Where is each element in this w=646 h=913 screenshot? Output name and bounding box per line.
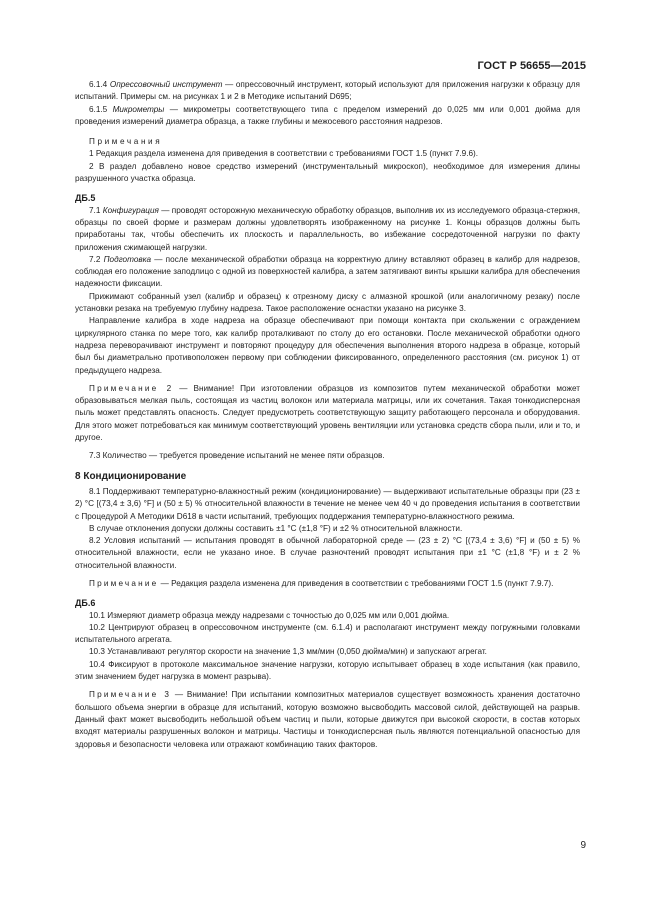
paragraph-7-2-b: Прижимают собранный узел (калибр и образец) к отрезному диску с алмазной крошкой (или аналогичному резаку) после установки резака на требуемую глубину надреза. Такое расположение оснастки указано на рисунке 3.: [75, 291, 580, 314]
paragraph-6-1-4: [75, 79, 580, 104]
clause-text: — микрометры соответствующего типа с пределом измерений до 0,025 мм или 0,001 дюйма для проведения измерений диаметра образца, а также глубины и межосевого расстояния надрезов.: [75, 104, 581, 126]
term: Опрессовочный инструмент: [109, 80, 223, 89]
section-db5: ДБ.5: [75, 193, 96, 204]
paragraph-10-1: 10.1 Измеряют диаметр образца между надрезами с точностью до 0,025 мм или 0,001 дюйма.: [89, 610, 450, 620]
term: Конфигурация: [102, 205, 159, 215]
section-db6: ДБ.6: [75, 598, 96, 609]
page-number: 9: [580, 840, 586, 851]
note-label: Примечание 3: [89, 690, 172, 700]
paragraph-7-1: [75, 205, 580, 254]
paragraph-6-1-5: [75, 104, 580, 129]
clause-text: — проводят осторожную механическую обработку образцов, выполнив их из исследуемого образца-стержня, образцы по своей форме и размерам должны удовлетворять изображенному на рисунке 1. Концы образцов должны быть приработаны так, чтобы обеспечить их плоскость и параллельность, во избежание сосредоточенной нагрузки по факту приложения сжимающей нагрузки.: [75, 205, 580, 252]
term: Подготовка: [103, 254, 152, 264]
note-3-block: [75, 689, 580, 750]
section-8-heading: 8 Кондиционирование: [75, 470, 187, 482]
paragraph-7-3: 7.3 Количество — требуется проведение испытаний не менее пяти образцов.: [89, 451, 385, 461]
paragraph-7-2-c: Направление калибра в ходе надреза на образце обеспечивают при помощи контакта при скольжении с ограждением циркулярного станка по мере того, как калибр проталкивают по столу до его остановки. После механической обработки одного надреза переворачивают инструмент и повторяют процедуру для обеспечения выполнения второго надреза в образце, который был бы диаметрально противоположен первому при соблюдении фиксированного, определенного расстояния (см. рисунок 1) от предыдущего надреза.: [75, 316, 580, 375]
note-1: 1 Редакция раздела изменена для приведения в соответствии с требованиями ГОСТ 1.5 (пункт 7.9.6).: [89, 149, 479, 159]
paragraph-8-1: 8.1 Поддерживают температурно-влажностный режим (кондиционирование) — выдерживают испытательные образцы при (23 ± 2) °С [(73,4 ± 3,6) °F] и (50 ± 5) % относительной влажности в течение не менее чем 40 ч до проведения испытания в соответствии с Процедурой А Методики D618 в части испытаний, требующих поддержания температурно-влажностного режима.: [75, 486, 580, 521]
clause-number: 7.1: [89, 205, 101, 215]
note-2-block: [75, 383, 580, 444]
clause-number: 6.1.5: [89, 104, 108, 114]
note-text: — Редакция раздела изменена для приведения в соответствии с требованиями ГОСТ 1.5 (пункт 7.9.7).: [158, 578, 554, 588]
note-label: Примечание 2: [89, 383, 174, 393]
standard-header: ГОСТ Р 56655—2015: [477, 60, 586, 72]
paragraph-8-1-b: В случае отклонения допуски должны составить ±1 °С (±1,8 °F) и ±2 % относительной влажности.: [89, 523, 463, 533]
paragraph-7-2: [75, 254, 580, 291]
note-label: Примечание: [89, 578, 159, 588]
clause-number: 7.2: [89, 254, 101, 264]
note-block: [75, 578, 580, 590]
paragraph-10-4: 10.4 Фиксируют в протоколе максимальное значение нагрузки, которую испытывает образец в ходе испытания (как правило, этим значением будет нагрузка в момент разрыва).: [75, 659, 580, 682]
note-text: — Внимание! При изготовлении образцов из композитов путем механической обработки может образовываться мелкая пыль, состоящая из частиц волокон или материала матрицы, или их сочетания. Такая тонкодисперсная пыль может представлять опасность. Следует предусмотреть соответствующую защиту работающего персонала и оборудования. Для этого может потребоваться как минимум соответствующий уровень вентиляции или установка средств сбора пыли, или и то, и другое.: [75, 383, 580, 443]
note-text: — Внимание! При испытании композитных материалов существует возможность хранения достаточно большого объема энергии в образце для испытаний, которую возможно высвободить массовой силой, действующей на разрыв. Данный факт может высвободить небольшой объем частиц и пыли, которые движутся при высокой скорости, в состав которых входят материалы разрушенных волокон и матрицы. Частицы и тонкодисперсная пыль являются потенциальной опасностью для здоровья и безопасности человека или отражают комбинацию таких факторов.: [75, 690, 580, 749]
paragraph-10-2: 10.2 Центрируют образец в опрессовочном инструменте (см. 6.1.4) и располагают инструмент между погружными головками испытательного агрегата.: [75, 622, 580, 645]
paragraph-8-2: 8.2 Условия испытаний — испытания проводят в обычной лабораторной среде — (23 ± 2) °С [(73,4 ± 3,6) °F] и (50 ± 5) % относительной влажности, если не указано иное. В случае разночтений проводят испытания при ±1 °С (±1,8 °F) и ± 2 % относительной влажности.: [75, 536, 580, 570]
term: Микрометры: [112, 104, 165, 114]
clause-number: 6.1.4: [89, 80, 108, 89]
paragraph-10-3: 10.3 Устанавливают регулятор скорости на значение 1,3 мм/мин (0,050 дюйма/мин) и запускают агрегат.: [89, 647, 487, 657]
notes-title: Примечания: [89, 137, 163, 147]
document-body: [75, 79, 580, 751]
note-2: 2 В раздел добавлено новое средство измерений (инструментальный микроскоп), необходимое для измерения длины разрушенного участка образца.: [75, 161, 580, 184]
clause-text: — после механической обработки образца на корректную длину вставляют образец в калибр для надрезов, соблюдая его положение заподлицо с одной из поверхностей калибра, а затем затягивают винты крышки калибра для обеспечения надежности фиксации.: [75, 254, 580, 289]
clause-text: — опрессовочный инструмент, который используют для приложения нагрузки к образцу для испытаний. Примеры см. на рисунках 1 и 2 в Методике испытаний D695;: [75, 80, 580, 102]
